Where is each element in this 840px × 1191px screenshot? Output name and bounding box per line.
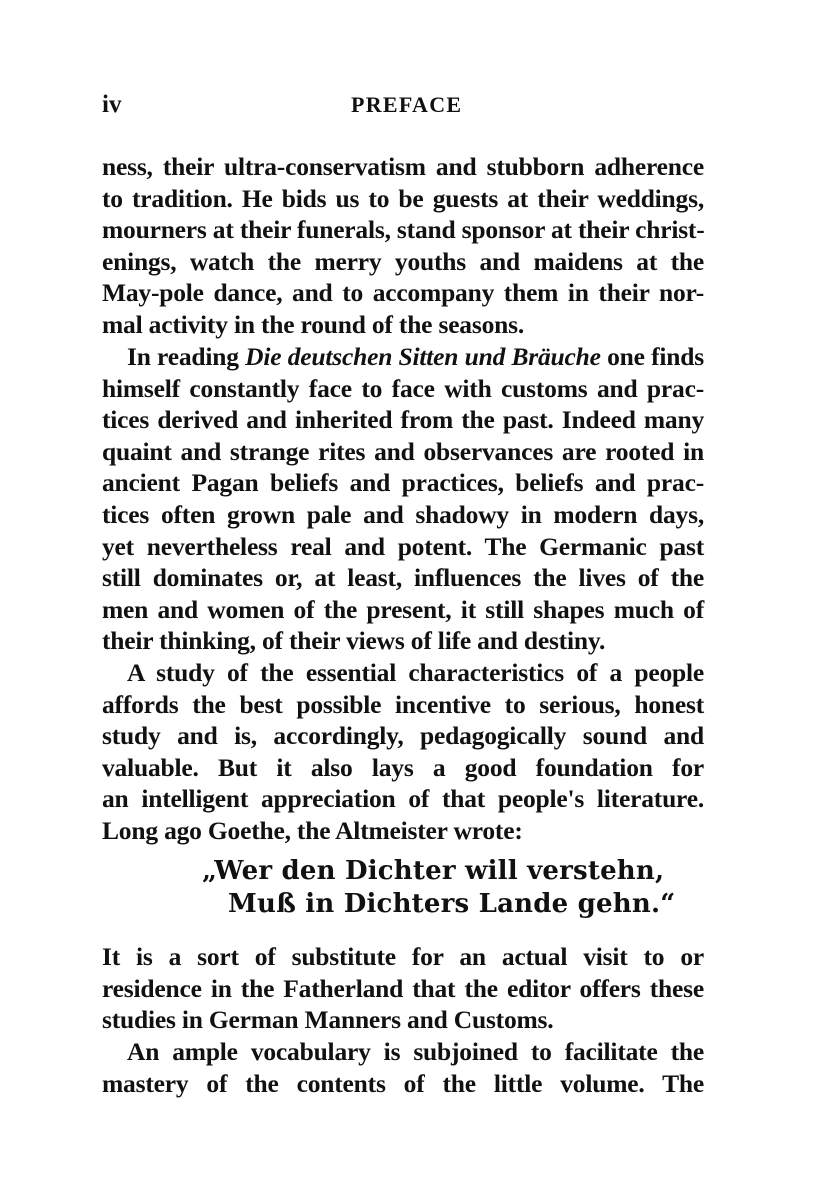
text-line: tices often grown pale and shadowy in modern days, [102,499,704,529]
text-line: to tradition. He bids us to be guests at their weddings, [102,183,704,213]
text-line: affords the best possible incentive to serious, honest [102,689,704,719]
text-line: residence in the Fatherland that the editor offers these [102,973,704,1003]
book-title: Die deutschen Sitten und Bräuche [245,342,601,371]
text-line: their thinking, of their views of life and destiny. [102,626,606,656]
paragraph-4 [102,941,704,1036]
verse-line: „Wer den Dichter will verstehn, [202,856,665,886]
text-line: himself constantly face to face with customs and prac- [102,373,704,403]
paragraph-1 [102,151,704,341]
text-line: An ample vocabulary is subjoined to facilitate the [127,1037,704,1066]
running-head [102,90,704,120]
text-line: still dominates or, at least, influences the lives of the [102,563,704,593]
paragraph-5 [102,1036,704,1099]
text-line: an intelligent appreciation of that people's literature. [102,784,704,814]
page-number: iv [102,91,122,118]
paragraph-2 [102,341,704,657]
text-line: ness, their ultra-conservatism and stubborn adherence [102,152,704,181]
text-line: It is a sort of substitute for an actual visit to or [102,942,704,971]
goethe-verse [202,855,676,921]
text-line: Long ago Goethe, the Altmeister wrote: [102,815,523,845]
text-line: ancient Pagan beliefs and practices, beliefs and prac- [102,468,704,498]
text-line: quaint and strange rites and observances are rooted in [102,436,704,466]
text-line: study and is, accordingly, pedagogically sound and [102,721,704,751]
text-line: men and women of the present, it still shapes much of [102,594,704,624]
paragraph-3 [102,657,704,847]
text-segment: In reading [127,342,246,371]
text-segment: one finds [600,342,704,371]
text-line: studies in German Manners and Customs. [102,1005,554,1035]
verse-line: Muß in Dichters Lande gehn.“ [228,889,676,919]
text-line: mourners at their funerals, stand sponsor at their christ- [102,215,705,245]
text-line: A study of the essential characteristics of a people [127,658,704,687]
text-line: mastery of the contents of the little volume. The [102,1068,704,1098]
text-line [102,341,704,373]
text-line: valuable. But it also lays a good foundation for [102,752,704,782]
text-line: tices derived and inherited from the past. Indeed many [102,405,704,435]
text-line: enings, watch the merry youths and maidens at the [102,246,704,276]
text-line: May-pole dance, and to accompany them in their nor- [102,278,704,308]
text-line: yet nevertheless real and potent. The Germanic past [102,531,704,561]
page-title: PREFACE [351,92,463,117]
text-line: mal activity in the round of the seasons. [102,309,525,339]
